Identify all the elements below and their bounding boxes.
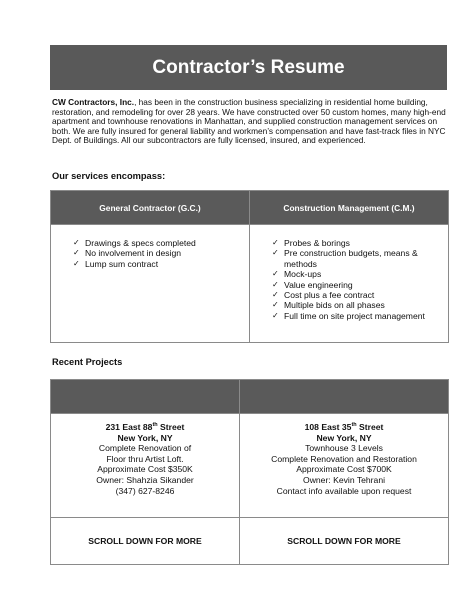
project-detail-line: Owner: Kevin Tehrani bbox=[303, 474, 386, 485]
service-item-label: Cost plus a fee contract bbox=[284, 290, 375, 301]
service-item-label: Drawings & specs completed bbox=[85, 238, 196, 248]
service-item-label: No involvement in design bbox=[85, 248, 182, 259]
service-item bbox=[272, 280, 448, 290]
service-item bbox=[272, 300, 448, 310]
services-heading: Our services encompass: bbox=[52, 171, 166, 181]
projects-heading: Recent Projects bbox=[52, 357, 123, 367]
gc-header: General Contractor (G.C.) bbox=[51, 191, 250, 225]
check-icon: ✓ bbox=[272, 290, 279, 300]
project-detail-line: Floor thru Artist Loft. bbox=[106, 453, 184, 464]
services-table bbox=[50, 190, 449, 343]
project-city: New York, NY bbox=[316, 432, 372, 443]
scroll-more-label: SCROLL DOWN FOR MORE bbox=[51, 518, 240, 565]
service-item-label: Probes & borings bbox=[284, 238, 350, 248]
service-item bbox=[73, 248, 249, 258]
service-item-label: Full time on site project management bbox=[284, 310, 425, 321]
project-address: 108 East 35th Street bbox=[304, 422, 384, 432]
project-detail-line: Contact info available upon request bbox=[276, 485, 412, 496]
intro-text: , has been in the construction business specializing in residential home building, restoration, and remodeling for over 28 years. We have constructed over 50 custom homes, many high-end apartment and townhouse renovations in Manhattan, and supplied construction management services on both. We are fully insured for general liability and workmen’s compensation and have fast-track files in NYC Dept. of Buildings. All our subcontractors are fully licensed, insured, and experienced. bbox=[52, 97, 446, 146]
check-icon: ✓ bbox=[272, 248, 279, 258]
cm-cell bbox=[250, 225, 449, 343]
service-item-label: Mock-ups bbox=[284, 269, 322, 280]
project-detail-line: (347) 627-8246 bbox=[115, 485, 175, 496]
intro-paragraph bbox=[52, 98, 448, 146]
project-header-cell bbox=[51, 380, 240, 414]
service-item-label: Lump sum contract bbox=[85, 258, 159, 269]
company-name: CW Contractors, Inc. bbox=[52, 97, 135, 107]
check-icon: ✓ bbox=[272, 300, 279, 310]
project-detail-line: Owner: Shahzia Sikander bbox=[96, 474, 194, 485]
projects-table bbox=[50, 379, 449, 565]
page-title: Contractor’s Resume bbox=[50, 45, 447, 90]
check-icon: ✓ bbox=[73, 248, 80, 258]
project-detail-line: Townhouse 3 Levels bbox=[305, 443, 383, 454]
check-icon: ✓ bbox=[73, 238, 80, 247]
service-item bbox=[272, 269, 448, 279]
gc-cell bbox=[51, 225, 250, 343]
project-detail-line: Complete Renovation and Restoration bbox=[271, 453, 417, 464]
scroll-more-label: SCROLL DOWN FOR MORE bbox=[240, 518, 449, 565]
cm-header: Construction Management (C.M.) bbox=[250, 191, 449, 225]
service-item bbox=[272, 290, 448, 300]
project-details bbox=[240, 443, 448, 496]
project-card bbox=[240, 414, 449, 518]
service-item bbox=[272, 248, 448, 269]
service-item bbox=[73, 259, 249, 269]
cm-list bbox=[250, 225, 448, 321]
project-detail-line: Complete Renovation of bbox=[98, 443, 192, 454]
gc-list bbox=[51, 225, 249, 269]
check-icon: ✓ bbox=[272, 310, 279, 320]
project-details bbox=[51, 443, 239, 496]
check-icon: ✓ bbox=[73, 258, 80, 268]
service-item bbox=[272, 311, 448, 321]
project-card bbox=[51, 414, 240, 518]
service-item bbox=[73, 238, 249, 248]
check-icon: ✓ bbox=[272, 279, 279, 289]
project-detail-line: Approximate Cost $700K bbox=[296, 464, 392, 475]
project-city: New York, NY bbox=[117, 432, 173, 443]
project-address: 231 East 88th Street bbox=[105, 422, 185, 432]
project-detail-line: Approximate Cost $350K bbox=[97, 464, 193, 475]
service-item bbox=[272, 238, 448, 248]
service-item-label: Multiple bids on all phases bbox=[284, 300, 385, 311]
check-icon: ✓ bbox=[272, 269, 279, 279]
service-item-label: Pre construction budgets, means & methods bbox=[284, 248, 418, 269]
check-icon: ✓ bbox=[272, 238, 279, 247]
project-header-cell bbox=[240, 380, 449, 414]
service-item-label: Value engineering bbox=[284, 279, 353, 290]
